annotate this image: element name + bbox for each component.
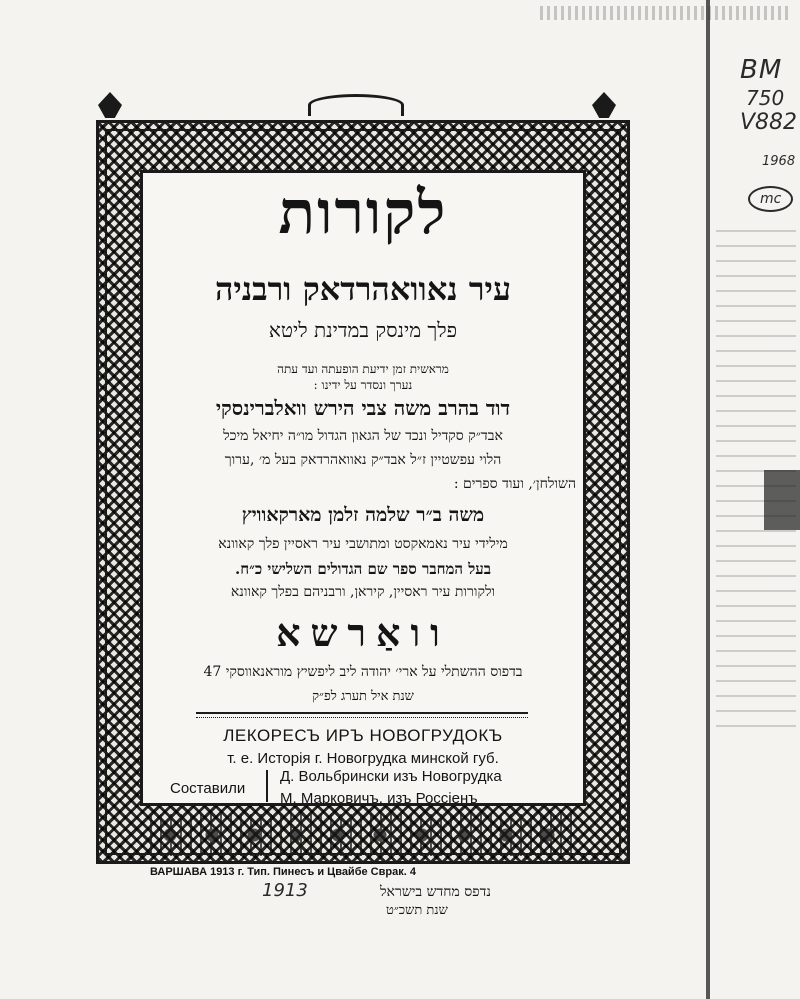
author1-desc-2: הלוי עפשטיין ז״ל אבד״ק נאוואהרדאק בעל מ׳ ,ערוך [224,452,502,468]
printer-line: בדפוס ההשתלי על ארי׳ יהודה ליב ליפשיץ מוראנאווסקי 47 [203,664,523,680]
reprint-note: נדפס מחדש בישראל [380,884,491,900]
author2-desc-2: בעל המחבר ספר שם הגדולים השלישי כ״ח. [235,560,491,578]
author2-desc-1: מילידי עיר נאמאקסט ומתושבי עיר ראסיין פלך קאוונא [218,536,508,552]
catalog-mark-number: 750 [746,86,785,110]
author-brace [266,770,274,802]
author1-desc-1: אבד״ק סקדיל ונכד של הגאון הגדול מו״ה יחיאל מיכל [223,428,503,444]
catalog-mark-bm: BM [740,55,783,85]
compiled-line: נערך ונסדר על ידינו : [313,378,413,392]
russian-author-1: Д. Вольбрински изъ Новогрудка [280,768,502,785]
scan-page-edge [706,0,710,999]
bottom-ornament-band [150,814,576,856]
russian-title: ЛЕКОРЕСЪ ИРЪ НОВОГРУДОКЪ [223,726,503,745]
author1-desc-3: השולחן׳, ועוד ספרים : [453,476,576,492]
author1-name: דוד בהרב משה צבי הירש וואלברינסקי [215,396,511,420]
russian-author-2: М. Марковичъ, изъ Россіенъ [280,790,478,807]
author2-desc-3: ולקורות עיר ראסיין, קיראן, ורבניהם בפלך קאוונא [230,584,496,600]
city-title: עיר נאוואהרדאק ורבניה [214,270,512,308]
reprint-year: שנת תשכ״ט [386,903,448,918]
corner-ornament-right [592,92,616,118]
russian-subtitle: т. е. Исторія г. Новогрудка минской губ. [227,750,499,767]
separator-dotted [196,717,528,718]
catalog-stamp: mc [748,186,793,212]
russian-compiled-by: Составили [170,780,246,797]
publication-year: שנת איל תערג לפ״ק [312,689,414,704]
separator-rule [196,712,528,714]
handwritten-year: 1913 [262,880,308,901]
top-ornament [308,94,404,116]
author2-name: משה ב״ר שלמה זלמן מארקאוויץ [241,504,485,526]
scope-line: מראשית זמן ידיעת הופעתה ועד עתה [277,362,449,376]
printing-city: וואַרשא [276,610,450,655]
main-title: לקורות [278,178,448,248]
scan-noise-top [540,6,790,20]
scan-dark-patch [764,470,800,530]
corner-ornament-left [98,92,122,118]
catalog-mark-year: 1968 [762,154,796,169]
catalog-mark-call: V882 [740,110,798,135]
region-line: פלך מינסק במדינת ליטא [268,318,458,342]
publisher-imprint: ВАРШАВА 1913 г. Тип. Пинесъ и Цвайбе Сврак. 4 [150,866,416,878]
